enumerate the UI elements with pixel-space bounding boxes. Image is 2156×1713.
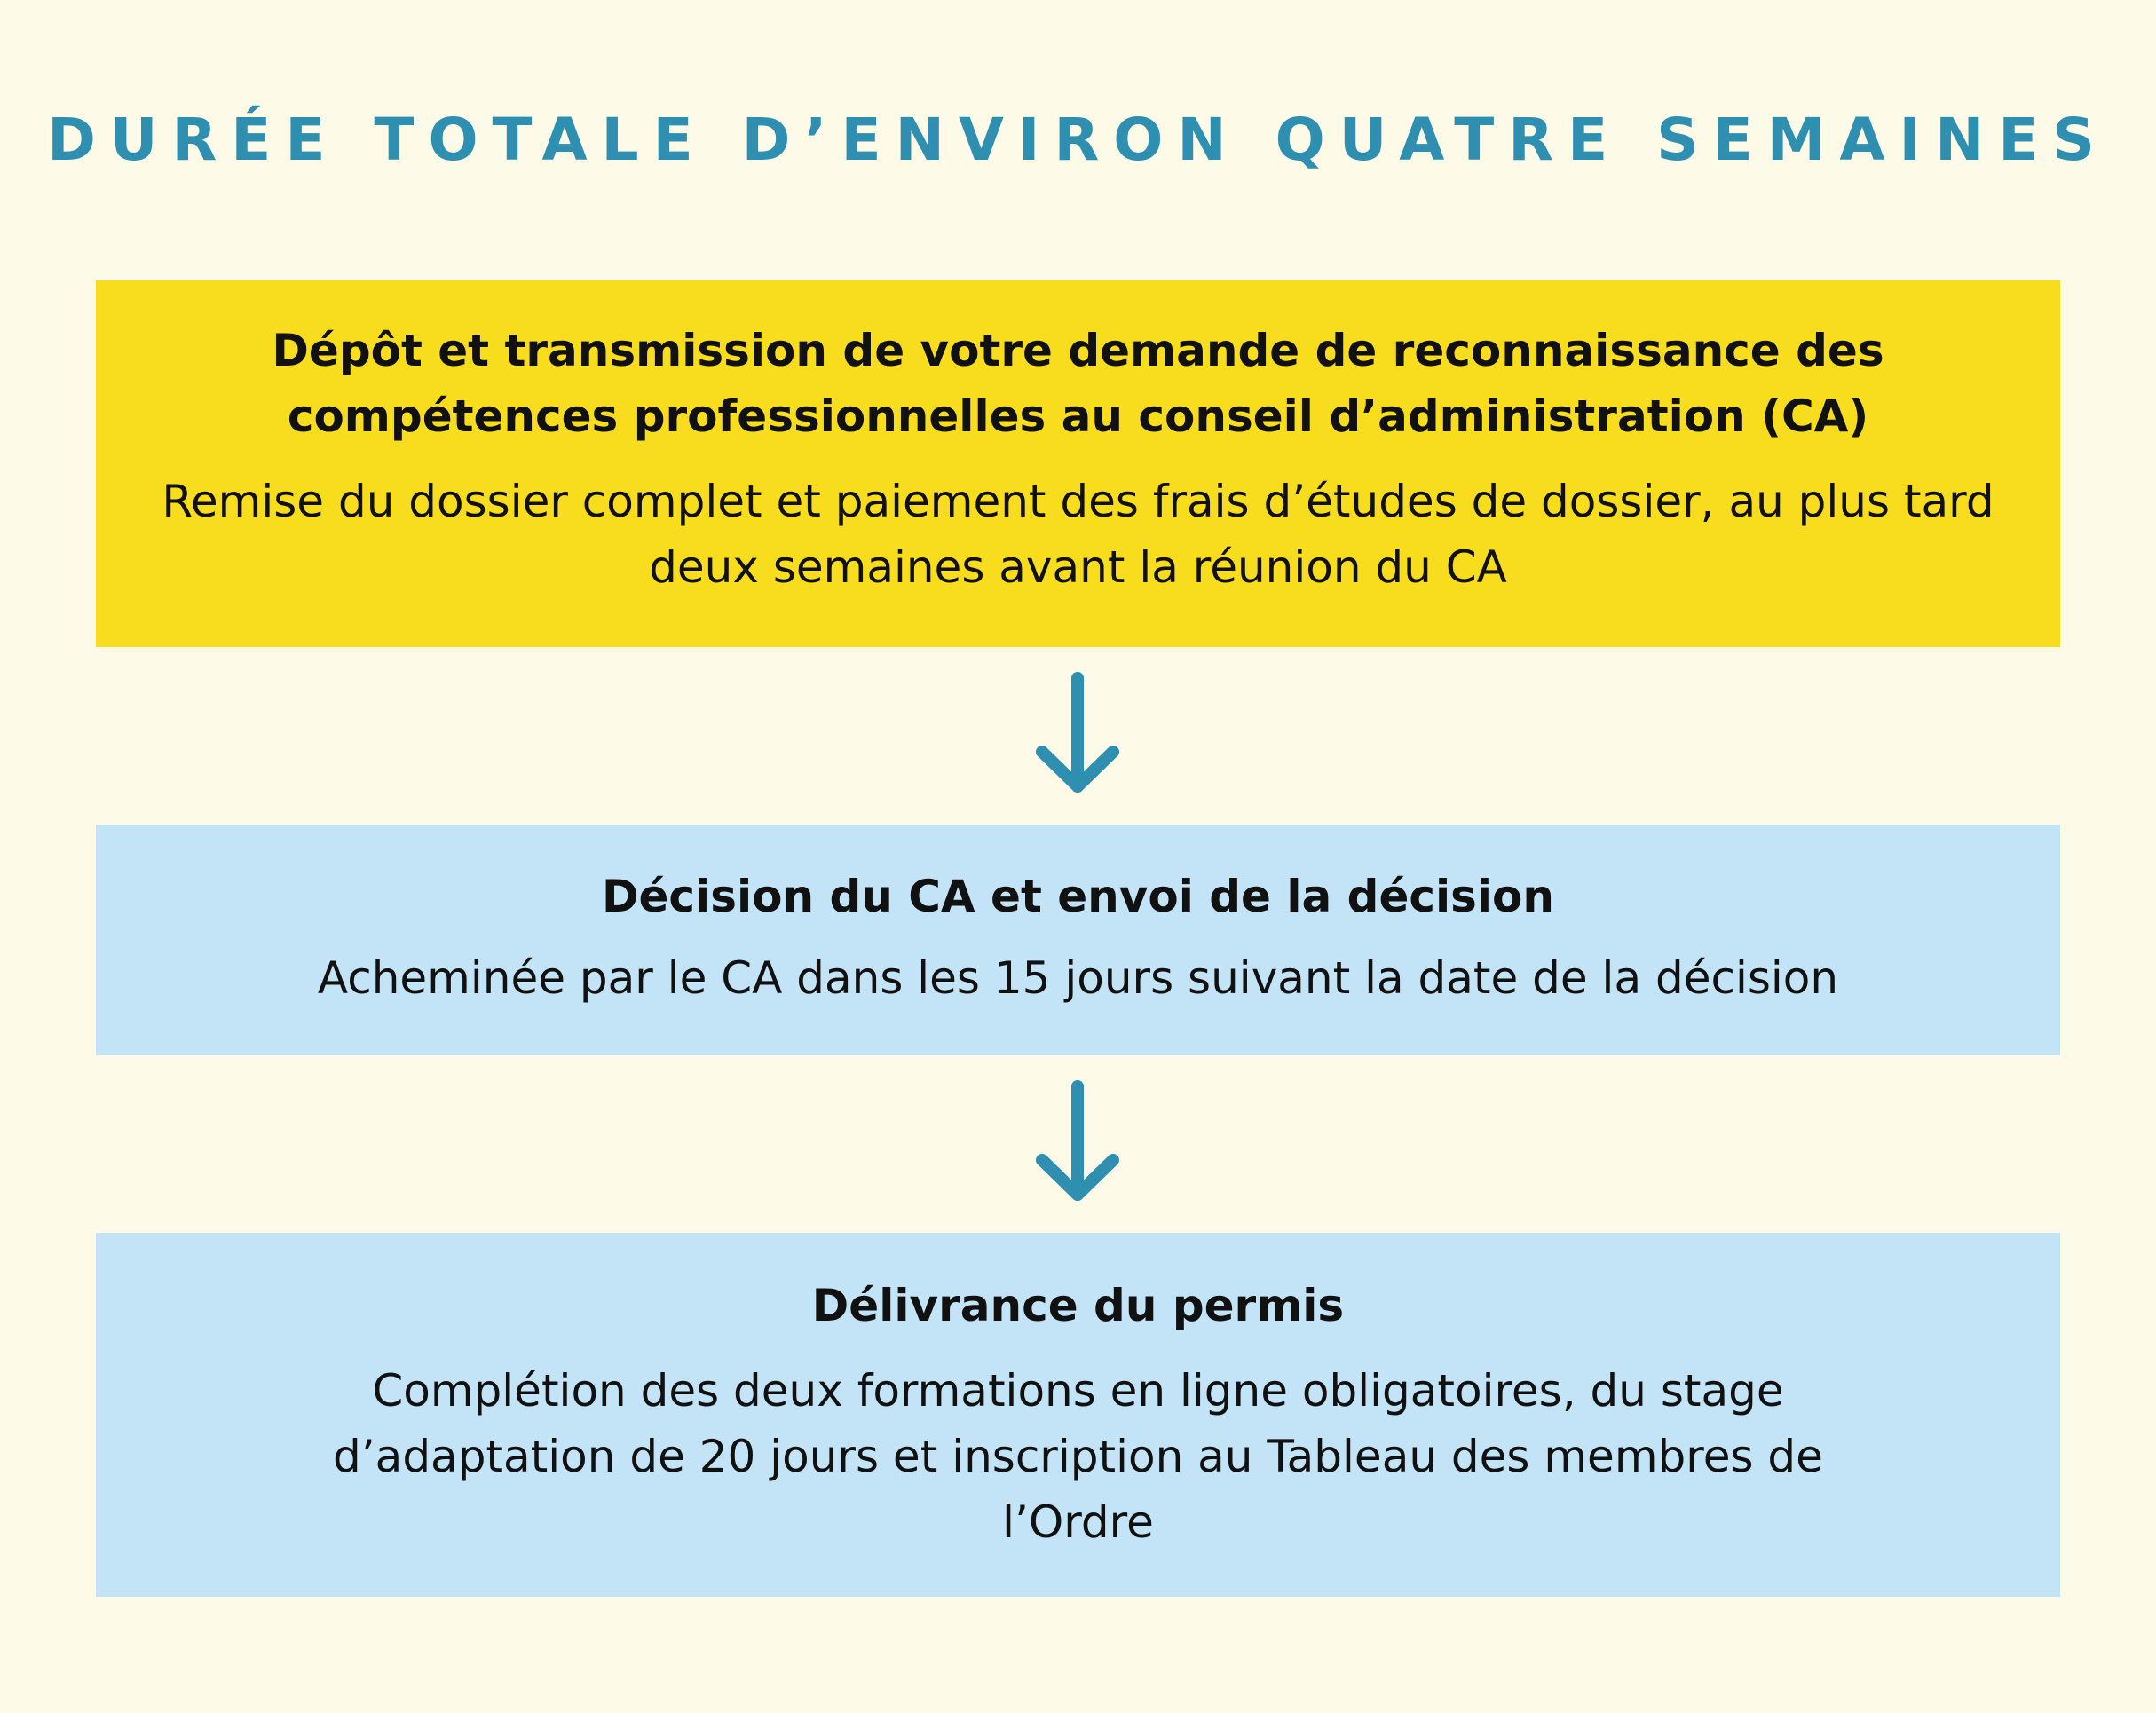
- step-heading: Décision du CA et envoi de la décision: [602, 871, 1554, 922]
- step-box-permit: [96, 1233, 2060, 1597]
- arrow-down-icon: [1033, 1076, 1122, 1209]
- step-box-deposit: [96, 280, 2060, 647]
- step-box-decision: [96, 825, 2060, 1055]
- step-description: Acheminée par le CA dans les 15 jours suivant la date de la décision: [317, 952, 1839, 1004]
- page-title: DURÉE TOTALE D’ENVIRON QUATRE SEMAINES: [47, 106, 2109, 174]
- arrow-down-icon: [1033, 667, 1122, 801]
- step-description: Remise du dossier complet et paiement des frais d’études de dossier, au plus tard deux semaines avant la réunion du CA: [162, 476, 1994, 593]
- step-heading: Délivrance du permis: [811, 1280, 1345, 1331]
- step-description: Complétion des deux formations en ligne obligatoires, du stage d’adaptation de 20 jours et inscription au Tableau des membres de l’Ordre: [333, 1365, 1823, 1548]
- step-heading: Dépôt et transmission de votre demande de reconnaissance des compétences professionnelles au conseil d’administration (CA): [272, 325, 1884, 442]
